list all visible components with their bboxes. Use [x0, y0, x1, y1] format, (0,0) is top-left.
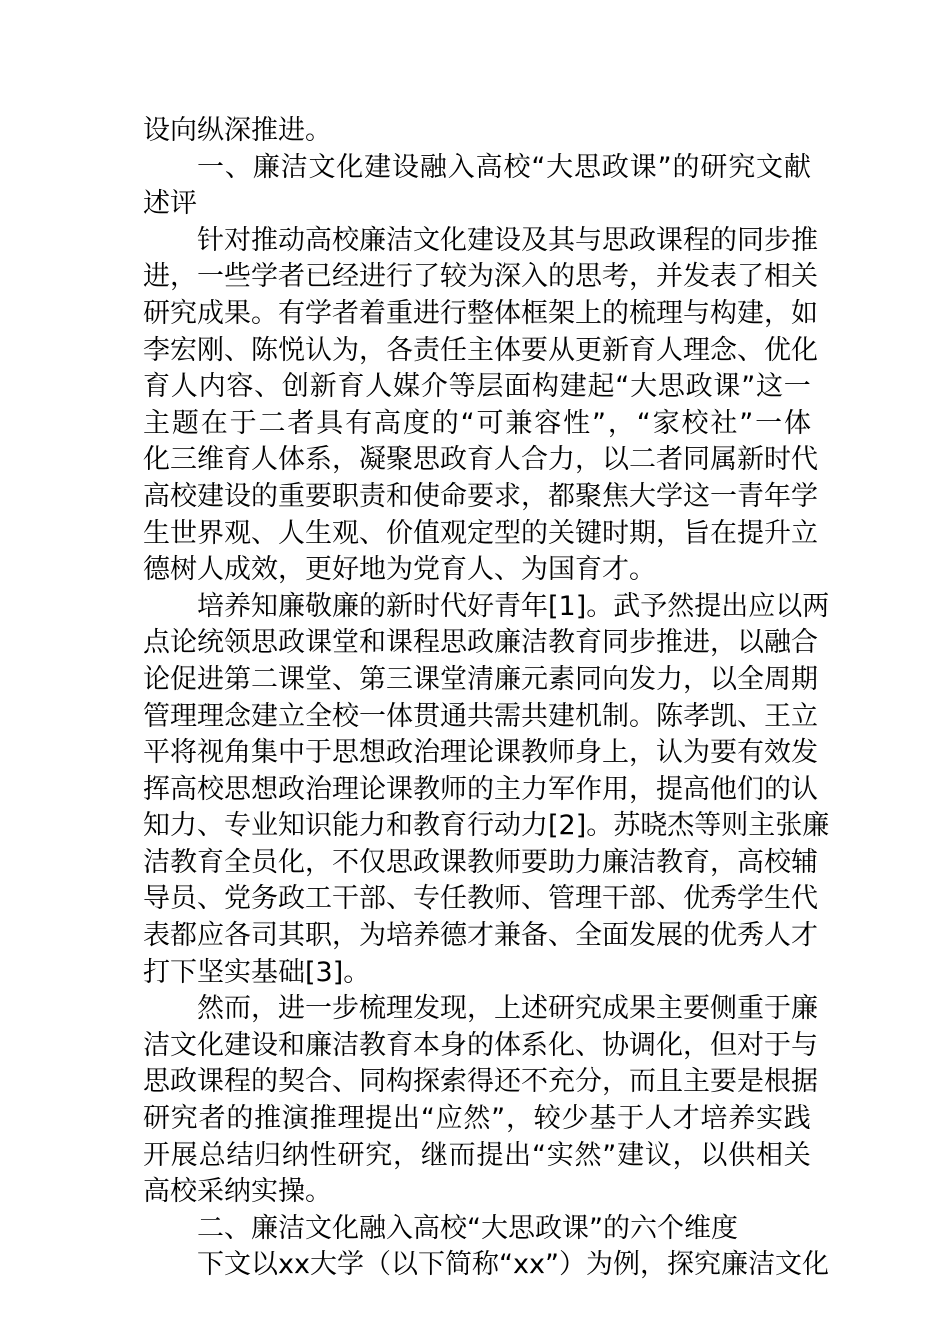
text-line: 洁 教 育 全 员 化 ， 不 仅 思 政 课 教 师 要 助 力 廉 洁 教 育 ， 高 校 辅 [143, 846, 818, 878]
text-line: 针 对 推 动 高 校 廉 洁 文 化 建 设 及 其 与 思 政 课 程 的 同 步 推 [197, 224, 818, 256]
text-line: 育 人 内 容 、 创 新 育 人 媒 介 等 层 面 构 建 起 “ 大 思 政 课 ” 这 一 [143, 371, 811, 403]
text-line: 挥 高 校 思 想 政 治 理 论 课 教 师 的 主 力 军 作 用 ， 提 高 他 们 的 认 [143, 773, 818, 805]
text-line: 生 世 界 观 、 人 生 观 、 价 值 观 定 型 的 关 键 时 期 ， 旨 在 提 升 立 [143, 517, 818, 549]
text-line: 李 宏 刚 、 陈 悦 认 为 ， 各 责 任 主 体 要 从 更 新 育 人 理 念 、 优 化 [143, 334, 818, 366]
text-line: 洁 文 化 建 设 和 廉 洁 教 育 本 身 的 体 系 化 、 协 调 化 ， 但 对 于 与 [143, 1029, 818, 1061]
text-line: 化 三 维 育 人 体 系 ， 凝 聚 思 政 育 人 合 力 ， 以 二 者 同 属 新 时 代 [143, 444, 818, 476]
text-line: 点 论 统 领 思 政 课 堂 和 课 程 思 政 廉 洁 教 育 同 步 推 进 ， 以 融 合 [143, 627, 818, 659]
text-line: 下 文 以 xx 大 学 （ 以 下 简 称 “ xx ” ） 为 例 ， 探 究 廉 洁 文 化 [197, 1249, 829, 1281]
text-line: 表 都 应 各 司 其 职 ， 为 培 养 德 才 兼 备 、 全 面 发 展 的 优 秀 人 才 [143, 920, 818, 952]
text-line: 二、廉洁文化融入高校“大思政课”的六个维度 [197, 1212, 738, 1244]
text-line: 进 ， 一 些 学 者 已 经 进 行 了 较 为 深 入 的 思 考 ， 并 发 表 了 相 关 [143, 261, 818, 293]
text-line: 开 展 总 结 归 纳 性 研 究 ， 继 而 提 出 “ 实 然 ” 建 议 ， 以 供 相 关 [143, 1139, 811, 1171]
text-line: 思 政 课 程 的 契 合 、 同 构 探 索 得 还 不 充 分 ， 而 且 主 要 是 根 据 [143, 1066, 818, 1098]
text-line: 培 养 知 廉 敬 廉 的 新 时 代 好 青 年 [1] 。 武 予 然 提 出 应 以 两 [197, 590, 830, 622]
text-line: 高校采纳实操。 [143, 1176, 332, 1208]
text-line: 研 究 成 果 。 有 学 者 着 重 进 行 整 体 框 架 上 的 梳 理 与 构 建 ， 如 [143, 297, 818, 329]
text-line: 管 理 理 念 建 立 全 校 一 体 贯 通 共 需 共 建 机 制 。 陈 孝 凯 、 王 立 [143, 700, 818, 732]
text-line: 设向纵深推进。 [143, 115, 332, 146]
text-line: 平 将 视 角 集 中 于 思 想 政 治 理 论 课 教 师 身 上 ， 认 为 要 有 效 发 [143, 737, 818, 769]
text-line: 导 员 、 党 务 政 工 干 部 、 专 任 教 师 、 管 理 干 部 、 优 秀 学 生 代 [143, 883, 818, 915]
text-line: 一 、 廉 洁 文 化 建 设 融 入 高 校 “ 大 思 政 课 ” 的 研 究 文 献 [197, 151, 811, 183]
text-line: 研 究 者 的 推 演 推 理 提 出 “ 应 然 ” ， 较 少 基 于 人 才 培 养 实 践 [143, 1103, 811, 1135]
text-line: 打下坚实基础[3]。 [143, 956, 371, 988]
text-line: 论 促 进 第 二 课 堂 、 第 三 课 堂 清 廉 元 素 同 向 发 力 ， 以 全 周 期 [143, 663, 818, 695]
text-line: 主 题 在 于 二 者 具 有 高 度 的 “ 可 兼 容 性 ” ， “ 家 校 社 ” 一 体 [143, 407, 811, 439]
text-line: 述评 [143, 188, 197, 220]
text-line: 高 校 建 设 的 重 要 职 责 和 使 命 要 求 ， 都 聚 焦 大 学 这 一 青 年 学 [143, 480, 818, 512]
document-page [143, 113, 830, 1284]
text-line: 然 而 ， 进 一 步 梳 理 发 现 ， 上 述 研 究 成 果 主 要 侧 重 于 廉 [197, 993, 818, 1025]
text-line: 知 力 、 专 业 知 识 能 力 和 教 育 行 动 力 [2] 。 苏 晓 杰 等 则 主 张 廉 [143, 810, 830, 842]
text-line: 德树人成效，更好地为党育人、为国育才。 [143, 554, 656, 586]
